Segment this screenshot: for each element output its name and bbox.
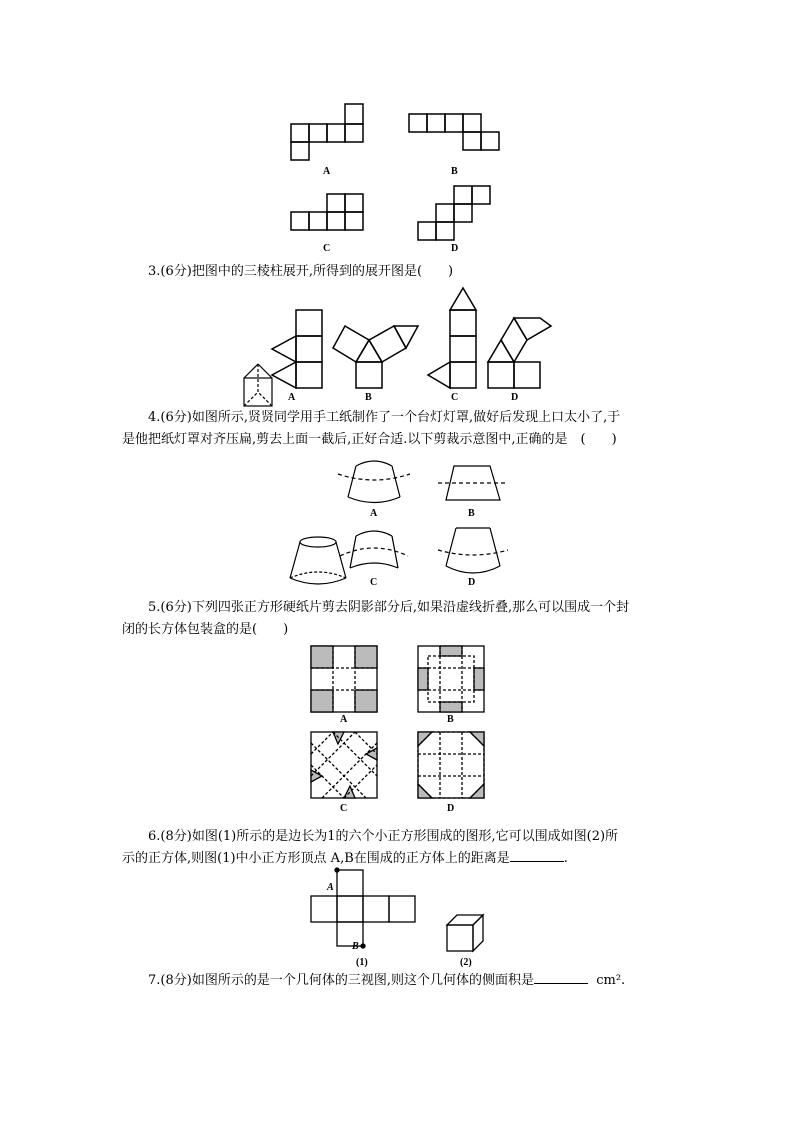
- q4-label-d: D: [468, 577, 476, 588]
- q3-net-a: [272, 310, 322, 388]
- q3-net-b: [333, 326, 418, 388]
- q2-label-d: D: [451, 243, 459, 254]
- q5-label-a: A: [340, 714, 348, 725]
- q3-label-d: D: [511, 392, 519, 403]
- q4-shade-c-flat: [340, 531, 408, 568]
- q2-label-c: C: [323, 243, 331, 254]
- q4-label-b: B: [468, 508, 475, 519]
- q4-text-line2: 是他把纸灯罩对齐压扁,剪去上面一截后,正好合适.以下剪裁示意图中,正确的是 ( ): [122, 432, 617, 447]
- q3-label-b: B: [365, 392, 372, 403]
- q4-shade-d: [438, 528, 508, 573]
- q3-net-d: [488, 318, 551, 388]
- q6-text-line2-after: .: [563, 851, 568, 866]
- q6-answer-blank[interactable]: [510, 848, 564, 862]
- q6-text-line2-before: 示的正方体,则图(1)中小正方形顶点 A,B在围成的正方体上的距离是: [122, 851, 510, 866]
- q6-point-a-label: A: [327, 882, 334, 893]
- q5-label-d: D: [447, 803, 455, 814]
- q5-label-b: B: [447, 714, 454, 725]
- q2-net-d: [418, 186, 490, 240]
- q2-label-b: B: [451, 166, 458, 177]
- q6-fig1-label: (1): [356, 957, 368, 968]
- q7-answer-blank[interactable]: [534, 970, 588, 984]
- q2-net-c: [291, 194, 363, 230]
- q5-label-c: C: [340, 803, 348, 814]
- q6-text-line1: 6.(8分)如图(1)所示的是边长为1的六个小正方形围成的图形,它可以围成如图(2)所: [148, 829, 619, 844]
- q6-cube: [447, 915, 483, 951]
- q3-net-c: [428, 288, 476, 388]
- q6-text-line2: [122, 848, 568, 870]
- q4-label-c: C: [370, 577, 378, 588]
- q5-card-d: [418, 732, 484, 798]
- q6-fig2-label: (2): [460, 957, 472, 968]
- q4-label-a: A: [370, 508, 378, 519]
- q2-net-a: [291, 104, 363, 160]
- q4-shade-b: [438, 466, 506, 500]
- q6-net: [311, 868, 415, 948]
- q7-text-before: 7.(8分)如图所示的是一个几何体的三视图,则这个几何体的侧面积是: [148, 973, 534, 988]
- q2-net-b: [409, 114, 499, 150]
- q5-card-a: [311, 646, 377, 712]
- q3-label-a: A: [288, 392, 296, 403]
- q3-text: 3.(6分)把图中的三棱柱展开,所得到的展开图是( ): [148, 264, 454, 279]
- q7-text: [148, 970, 625, 992]
- q5-text-line1: 5.(6分)下列四张正方形硬纸片剪去阴影部分后,如果沿虚线折叠,那么可以围成一个封: [148, 600, 630, 615]
- q5-card-b: [418, 646, 484, 712]
- q4-text-line1: 4.(6分)如图所示,贤贤同学用手工纸制作了一个台灯灯罩,做好后发现上口太小了,于: [148, 410, 621, 425]
- q4-shade-a: [338, 461, 410, 503]
- q3-prism: [244, 364, 272, 406]
- q7-unit: cm².: [596, 973, 626, 988]
- q6-point-b-label: B: [352, 941, 359, 952]
- q2-label-a: A: [323, 166, 331, 177]
- q5-card-c: [311, 732, 377, 798]
- q5-text-line2: 闭的长方体包装盒的是( ): [122, 622, 289, 637]
- q4-shade-c-cone: [290, 537, 346, 584]
- q3-label-c: C: [451, 392, 459, 403]
